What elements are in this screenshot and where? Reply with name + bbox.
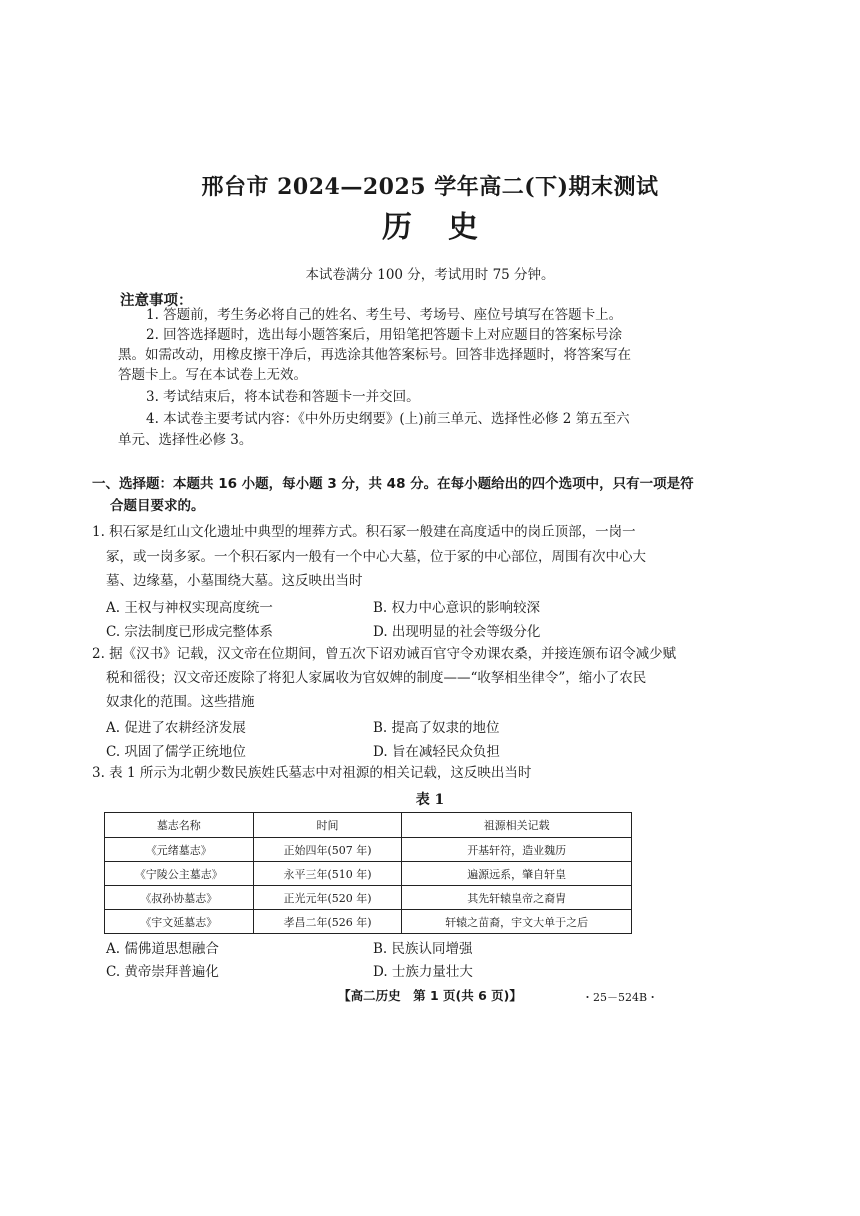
notes-line: 2. 回答选择题时，选出每小题答案后，用铅笔把答题卡上对应题目的答案标号涂 (146, 327, 623, 343)
question-3-option-d: D. 士族力量壮大 (373, 964, 473, 980)
section-heading: 一、选择题：本题共 16 小题，每小题 3 分，共 48 分。在每小题给出的四个选项中，只有一项是符 (92, 476, 694, 492)
notes-line: 3. 考试结束后，将本试卷和答题卡一并交回。 (146, 389, 420, 405)
question-2-line: 2. 据《汉书》记载，汉文帝在位期间，曾五次下诏劝诫百官守令劝课农桑，并接连颁布诏令减少赋 (92, 646, 677, 662)
notes-line: 黑。如需改动，用橡皮擦干净后，再选涂其他答案标号。回答非选择题时，将答案写在 (118, 347, 631, 363)
table-row (105, 910, 632, 934)
notes-line: 答题卡上。写在本试卷上无效。 (118, 367, 307, 383)
notes-line: 单元、选择性必修 3。 (118, 432, 253, 448)
paper-code: ・25－524B・ (582, 991, 659, 1004)
table-row (105, 838, 632, 862)
table-cell: 永平三年(510 年) (253, 862, 402, 886)
table-cell: 《元绪墓志》 (105, 838, 254, 862)
question-2-option-a: A. 促进了农耕经济发展 (106, 720, 246, 736)
question-2-line: 奴隶化的范围。这些措施 (106, 694, 255, 710)
question-2-option-b: B. 提高了奴隶的地位 (373, 720, 500, 736)
table-header: 时间 (253, 813, 402, 838)
ancestry-table (104, 812, 632, 934)
table-cell: 正光元年(520 年) (253, 886, 402, 910)
question-3-option-c: C. 黄帝崇拜普遍化 (106, 964, 219, 980)
question-1-line: 1. 积石冢是红山文化遗址中典型的埋葬方式。积石冢一般建在高度适中的岗丘顶部，一岗一 (92, 524, 636, 540)
question-3-line: 3. 表 1 所示为北朝少数民族姓氏墓志中对祖源的相关记载，这反映出当时 (92, 765, 532, 781)
subject-title: 历史 (382, 210, 514, 245)
table-header-row (105, 813, 632, 838)
question-2-option-c: C. 巩固了儒学正统地位 (106, 744, 246, 760)
table-cell: 孝昌二年(526 年) (253, 910, 402, 934)
table-cell: 开基轩符，造业魏历 (402, 838, 632, 862)
question-3-option-a: A. 儒佛道思想融合 (106, 941, 219, 957)
table-header: 祖源相关记载 (402, 813, 632, 838)
table-cell: 其先轩辕皇帝之裔胄 (402, 886, 632, 910)
notes-line: 1. 答题前，考生务必将自己的姓名、考生号、考场号、座位号填写在答题卡上。 (146, 307, 623, 323)
question-2-option-d: D. 旨在减轻民众负担 (373, 744, 500, 760)
table-cell: 《宇文延墓志》 (105, 910, 254, 934)
table-row (105, 886, 632, 910)
question-1-line: 墓、边缘墓，小墓围绕大墓。这反映出当时 (106, 573, 363, 589)
section-heading-cont: 合题目要求的。 (110, 498, 205, 514)
table-cell: 遍源远系，肇自轩皇 (402, 862, 632, 886)
table-caption: 表 1 (415, 792, 445, 808)
question-2-line: 税和徭役；汉文帝还废除了将犯人家属收为官奴婢的制度——“收孥相坐律令”，缩小了农民 (106, 670, 647, 686)
notes-heading: 注意事项： (120, 293, 193, 309)
question-3-option-b: B. 民族认同增强 (373, 941, 473, 957)
table-cell: 轩辕之苗裔，宇文大单于之后 (402, 910, 632, 934)
question-1-option-a: A. 王权与神权实现高度统一 (106, 600, 273, 616)
page-footer: 【高二历史 第 1 页(共 6 页)】 (338, 988, 522, 1003)
question-1-option-c: C. 宗法制度已形成完整体系 (106, 624, 273, 640)
table-cell: 《叔孙协墓志》 (105, 886, 254, 910)
notes-line: 4. 本试卷主要考试内容：《中外历史纲要》(上)前三单元、选择性必修 2 第五至六 (146, 411, 630, 427)
exam-subtitle: 本试卷满分 100 分，考试用时 75 分钟。 (305, 267, 555, 283)
question-1-option-b: B. 权力中心意识的影响较深 (373, 600, 541, 616)
table-cell: 正始四年(507 年) (253, 838, 402, 862)
table-header: 墓志名称 (105, 813, 254, 838)
question-1-line: 冢，或一岗多冢。一个积石冢内一般有一个中心大墓，位于冢的中心部位，周围有次中心大 (106, 549, 646, 565)
question-1-option-d: D. 出现明显的社会等级分化 (373, 624, 541, 640)
table-cell: 《宁陵公主墓志》 (105, 862, 254, 886)
exam-title: 邢台市 2024—2025 学年高二(下)期末测试 (201, 174, 659, 200)
table-row (105, 862, 632, 886)
